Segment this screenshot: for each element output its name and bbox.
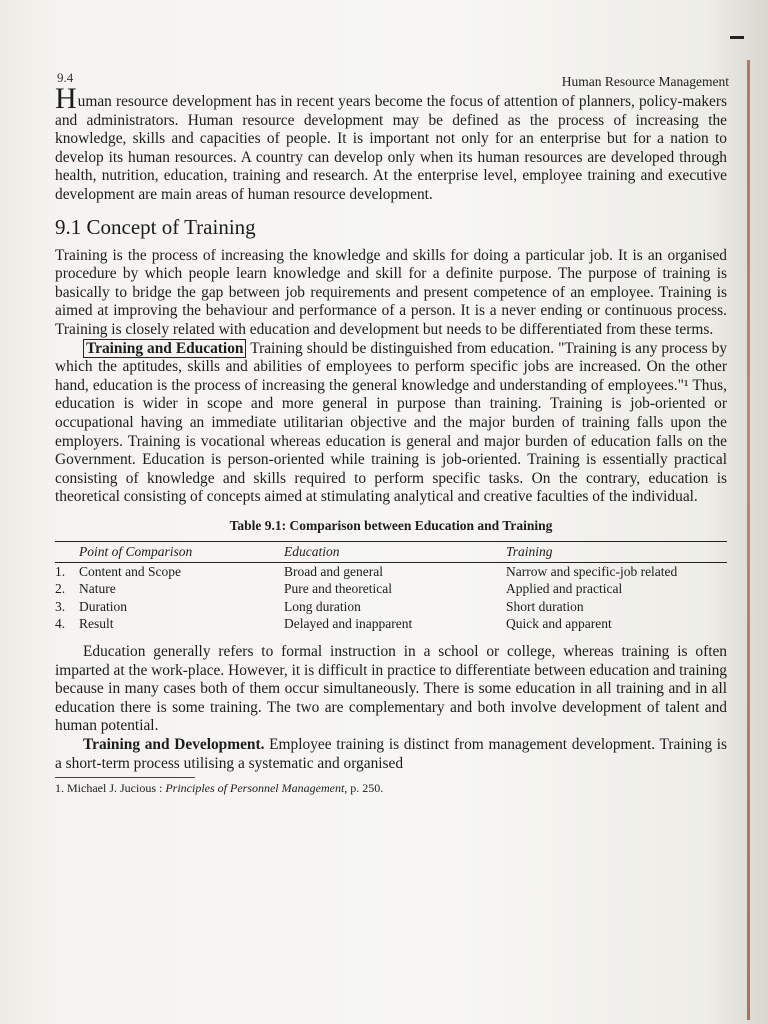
book-spine-edge bbox=[747, 60, 750, 1020]
footnote-book-title: Principles of Personnel Management bbox=[165, 781, 345, 796]
running-title: Human Resource Management bbox=[561, 74, 729, 89]
row-number: 3. bbox=[55, 598, 66, 614]
table-header-row bbox=[55, 542, 727, 563]
row-point: Nature bbox=[79, 581, 116, 597]
row-training: Narrow and specific-job related bbox=[506, 563, 678, 579]
row-training: Quick and apparent bbox=[506, 616, 612, 632]
table-row bbox=[55, 562, 727, 580]
row-education: Broad and general bbox=[284, 563, 383, 579]
table-row bbox=[55, 598, 727, 616]
row-point: Content and Scope bbox=[79, 563, 181, 579]
training-development-subheading: Training and Development. bbox=[83, 735, 265, 753]
row-point: Duration bbox=[79, 598, 127, 614]
training-education-subheading: Training and Education bbox=[83, 339, 246, 358]
row-number: 4. bbox=[55, 616, 66, 632]
row-education: Long duration bbox=[284, 598, 361, 614]
concept-paragraph: Training is the process of increasing the knowledge and skills for doing a particular job. It is an organised procedure by which people learn knowledge and skill for a definite purpose. The purpose of training is basically to bridge the gap between job requirements and present competence of an employee. Training is aimed at improving the behaviour and performance of a person. It is a never ending or continuous process. Training is closely related with education and development but needs to be differentiated from these terms. bbox=[55, 246, 727, 338]
table-row bbox=[55, 615, 727, 633]
running-header bbox=[57, 70, 729, 92]
table-title: Table 9.1: Comparison between Education and Training bbox=[229, 517, 553, 533]
table-header-point: Point of Comparison bbox=[79, 542, 284, 563]
row-training: Applied and practical bbox=[506, 581, 623, 597]
table-header-education: Education bbox=[284, 542, 506, 563]
intro-text: uman resource development has in recent years become the focus of attention of planners, policy-makers and administrators. Human resource development may be defined as the process of increasing the knowledge, skills and capacities of people. It is important not only for an enterprise but for a nation to develop its human resources. A country can develop only when its human resources are developed through health, nutrition, education, training and research. At the enterprise level, employee training and executive development are main areas of human resource development. bbox=[55, 93, 727, 203]
section-heading: 9.1 Concept of Training bbox=[55, 214, 256, 239]
table-header-num bbox=[55, 542, 79, 563]
footnote bbox=[55, 780, 727, 796]
training-development-text: Employee training is distinct from management development. Training is a short-term process utilising a systematic and organised bbox=[55, 735, 727, 772]
footnote-suffix: , p. 250. bbox=[344, 781, 384, 796]
table-header-training: Training bbox=[506, 542, 727, 563]
row-point: Result bbox=[79, 616, 114, 632]
training-education-paragraph bbox=[55, 340, 727, 507]
education-vs-training-paragraph: Education generally refers to formal instruction in a school or college, whereas training is often imparted at the work-place. However, it is difficult in practice to differentiate between education and training because in many cases both of them occur simultaneously. There is some education in all training and in all education there is some training. The two are complementary and both involve development of talent and human potential. bbox=[55, 642, 727, 735]
row-training: Short duration bbox=[506, 598, 584, 614]
table-row bbox=[55, 580, 727, 598]
footnote-prefix: 1. Michael J. Jucious : bbox=[55, 781, 166, 796]
footnote-rule bbox=[55, 777, 195, 778]
row-education: Delayed and inapparent bbox=[284, 616, 413, 632]
training-development-paragraph bbox=[55, 736, 727, 773]
page-content bbox=[55, 82, 728, 796]
page-edge-mark bbox=[730, 36, 744, 39]
row-number: 2. bbox=[55, 581, 66, 597]
intro-paragraph bbox=[55, 82, 727, 205]
row-number: 1. bbox=[55, 563, 66, 579]
drop-cap: H bbox=[55, 82, 77, 115]
row-education: Pure and theoretical bbox=[284, 581, 392, 597]
training-education-text: Training should be distinguished from education. "Training is any process by which the aptitudes, skills and abilities of employees to perform specific jobs are increased. On the other hand, education is the process of increasing the general knowledge and understanding of employees."¹ Thus, education is wider in scope and more general in purpose than training. Training is job-oriented or occupational having an immediate utilitarian objective and the major burden of training falls upon the employers. Training is vocational whereas education is general and major burden of education falls on the Government. Education is person-oriented while training is job-oriented. Training is essentially practical consisting of knowledge and skills required to perform specific tasks. On the contrary, education is theoretical consisting of concepts aimed at stimulating analytical and creative faculties of the individual. bbox=[55, 339, 728, 506]
page-number: 9.4 bbox=[57, 70, 74, 85]
comparison-table bbox=[55, 541, 727, 633]
